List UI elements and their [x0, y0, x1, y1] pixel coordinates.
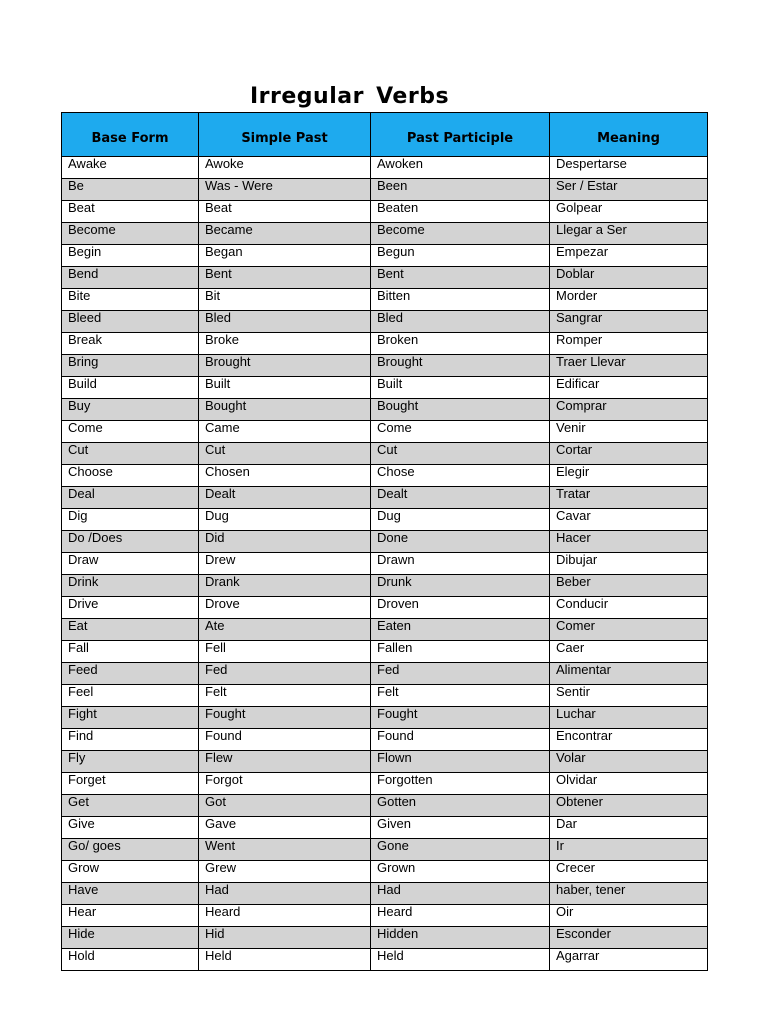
meaning-cell: Crecer	[550, 861, 708, 883]
meaning-cell: Conducir	[550, 597, 708, 619]
simple-past-cell: Dug	[199, 509, 371, 531]
base-form-cell: Choose	[62, 465, 199, 487]
past-participle-cell: Bled	[371, 311, 550, 333]
past-participle-cell: Dug	[371, 509, 550, 531]
meaning-cell: Encontrar	[550, 729, 708, 751]
past-participle-cell: Come	[371, 421, 550, 443]
past-participle-cell: Grown	[371, 861, 550, 883]
table-row	[62, 597, 708, 619]
table-row	[62, 179, 708, 201]
base-form-cell: Buy	[62, 399, 199, 421]
simple-past-cell: Ate	[199, 619, 371, 641]
meaning-cell: Golpear	[550, 201, 708, 223]
base-form-cell: Give	[62, 817, 199, 839]
table-row	[62, 333, 708, 355]
meaning-cell: Olvidar	[550, 773, 708, 795]
table-row	[62, 817, 708, 839]
simple-past-cell: Had	[199, 883, 371, 905]
base-form-cell: Hold	[62, 949, 199, 971]
table-row	[62, 795, 708, 817]
past-participle-cell: Forgotten	[371, 773, 550, 795]
table-row	[62, 839, 708, 861]
past-participle-cell: Gone	[371, 839, 550, 861]
table-row	[62, 355, 708, 377]
table-header	[62, 113, 708, 157]
base-form-cell: Get	[62, 795, 199, 817]
simple-past-cell: Was - Were	[199, 179, 371, 201]
base-form-cell: Fly	[62, 751, 199, 773]
meaning-cell: Traer Llevar	[550, 355, 708, 377]
meaning-cell: Edificar	[550, 377, 708, 399]
simple-past-cell: Grew	[199, 861, 371, 883]
table-row	[62, 267, 708, 289]
meaning-cell: Doblar	[550, 267, 708, 289]
header-base-form: Base Form	[62, 113, 199, 157]
simple-past-cell: Built	[199, 377, 371, 399]
base-form-cell: Come	[62, 421, 199, 443]
past-participle-cell: Cut	[371, 443, 550, 465]
table-row	[62, 289, 708, 311]
simple-past-cell: Drove	[199, 597, 371, 619]
meaning-cell: Dar	[550, 817, 708, 839]
meaning-cell: haber, tener	[550, 883, 708, 905]
table-row	[62, 685, 708, 707]
table-row	[62, 751, 708, 773]
simple-past-cell: Came	[199, 421, 371, 443]
base-form-cell: Begin	[62, 245, 199, 267]
past-participle-cell: Drunk	[371, 575, 550, 597]
meaning-cell: Sangrar	[550, 311, 708, 333]
simple-past-cell: Broke	[199, 333, 371, 355]
table-row	[62, 773, 708, 795]
simple-past-cell: Brought	[199, 355, 371, 377]
base-form-cell: Bring	[62, 355, 199, 377]
simple-past-cell: Bled	[199, 311, 371, 333]
meaning-cell: Volar	[550, 751, 708, 773]
past-participle-cell: Held	[371, 949, 550, 971]
past-participle-cell: Found	[371, 729, 550, 751]
base-form-cell: Beat	[62, 201, 199, 223]
base-form-cell: Do /Does	[62, 531, 199, 553]
simple-past-cell: Awoke	[199, 157, 371, 179]
past-participle-cell: Had	[371, 883, 550, 905]
past-participle-cell: Eaten	[371, 619, 550, 641]
base-form-cell: Draw	[62, 553, 199, 575]
meaning-cell: Cortar	[550, 443, 708, 465]
simple-past-cell: Fought	[199, 707, 371, 729]
table-row	[62, 443, 708, 465]
base-form-cell: Drive	[62, 597, 199, 619]
past-participle-cell: Flown	[371, 751, 550, 773]
table-row	[62, 509, 708, 531]
past-participle-cell: Heard	[371, 905, 550, 927]
simple-past-cell: Drew	[199, 553, 371, 575]
past-participle-cell: Hidden	[371, 927, 550, 949]
base-form-cell: Fall	[62, 641, 199, 663]
meaning-cell: Despertarse	[550, 157, 708, 179]
simple-past-cell: Hid	[199, 927, 371, 949]
simple-past-cell: Went	[199, 839, 371, 861]
meaning-cell: Romper	[550, 333, 708, 355]
table-row	[62, 707, 708, 729]
meaning-cell: Empezar	[550, 245, 708, 267]
past-participle-cell: Chose	[371, 465, 550, 487]
page-title: Irregular Verbs	[250, 84, 450, 109]
past-participle-cell: Fed	[371, 663, 550, 685]
past-participle-cell: Begun	[371, 245, 550, 267]
table-row	[62, 465, 708, 487]
table-row	[62, 531, 708, 553]
table-row	[62, 663, 708, 685]
table-row	[62, 201, 708, 223]
table-row	[62, 157, 708, 179]
past-participle-cell: Become	[371, 223, 550, 245]
table-row	[62, 487, 708, 509]
simple-past-cell: Bent	[199, 267, 371, 289]
simple-past-cell: Drank	[199, 575, 371, 597]
past-participle-cell: Built	[371, 377, 550, 399]
table-row	[62, 575, 708, 597]
base-form-cell: Build	[62, 377, 199, 399]
base-form-cell: Grow	[62, 861, 199, 883]
table-row	[62, 905, 708, 927]
base-form-cell: Hide	[62, 927, 199, 949]
simple-past-cell: Chosen	[199, 465, 371, 487]
meaning-cell: Esconder	[550, 927, 708, 949]
past-participle-cell: Drawn	[371, 553, 550, 575]
meaning-cell: Morder	[550, 289, 708, 311]
past-participle-cell: Fought	[371, 707, 550, 729]
base-form-cell: Find	[62, 729, 199, 751]
table-row	[62, 377, 708, 399]
table-row	[62, 619, 708, 641]
meaning-cell: Dibujar	[550, 553, 708, 575]
meaning-cell: Beber	[550, 575, 708, 597]
base-form-cell: Drink	[62, 575, 199, 597]
meaning-cell: Ir	[550, 839, 708, 861]
simple-past-cell: Began	[199, 245, 371, 267]
simple-past-cell: Dealt	[199, 487, 371, 509]
past-participle-cell: Droven	[371, 597, 550, 619]
simple-past-cell: Became	[199, 223, 371, 245]
table-row	[62, 949, 708, 971]
past-participle-cell: Bitten	[371, 289, 550, 311]
base-form-cell: Break	[62, 333, 199, 355]
simple-past-cell: Forgot	[199, 773, 371, 795]
past-participle-cell: Gotten	[371, 795, 550, 817]
meaning-cell: Alimentar	[550, 663, 708, 685]
past-participle-cell: Bent	[371, 267, 550, 289]
header-row	[62, 113, 708, 157]
base-form-cell: Dig	[62, 509, 199, 531]
simple-past-cell: Got	[199, 795, 371, 817]
irregular-verbs-table	[61, 112, 708, 971]
meaning-cell: Elegir	[550, 465, 708, 487]
header-simple-past: Simple Past	[199, 113, 371, 157]
simple-past-cell: Flew	[199, 751, 371, 773]
past-participle-cell: Given	[371, 817, 550, 839]
simple-past-cell: Fell	[199, 641, 371, 663]
past-participle-cell: Brought	[371, 355, 550, 377]
base-form-cell: Bleed	[62, 311, 199, 333]
past-participle-cell: Bought	[371, 399, 550, 421]
base-form-cell: Become	[62, 223, 199, 245]
meaning-cell: Obtener	[550, 795, 708, 817]
simple-past-cell: Gave	[199, 817, 371, 839]
base-form-cell: Bite	[62, 289, 199, 311]
past-participle-cell: Felt	[371, 685, 550, 707]
meaning-cell: Sentir	[550, 685, 708, 707]
past-participle-cell: Awoken	[371, 157, 550, 179]
table-row	[62, 421, 708, 443]
table-row	[62, 729, 708, 751]
base-form-cell: Awake	[62, 157, 199, 179]
past-participle-cell: Fallen	[371, 641, 550, 663]
base-form-cell: Bend	[62, 267, 199, 289]
header-meaning: Meaning	[550, 113, 708, 157]
past-participle-cell: Dealt	[371, 487, 550, 509]
table-row	[62, 311, 708, 333]
base-form-cell: Hear	[62, 905, 199, 927]
meaning-cell: Tratar	[550, 487, 708, 509]
table-row	[62, 883, 708, 905]
table-row	[62, 861, 708, 883]
table-row	[62, 927, 708, 949]
base-form-cell: Cut	[62, 443, 199, 465]
simple-past-cell: Did	[199, 531, 371, 553]
simple-past-cell: Cut	[199, 443, 371, 465]
base-form-cell: Have	[62, 883, 199, 905]
base-form-cell: Feel	[62, 685, 199, 707]
table-row	[62, 223, 708, 245]
simple-past-cell: Found	[199, 729, 371, 751]
meaning-cell: Comprar	[550, 399, 708, 421]
base-form-cell: Eat	[62, 619, 199, 641]
past-participle-cell: Broken	[371, 333, 550, 355]
table-row	[62, 641, 708, 663]
base-form-cell: Go/ goes	[62, 839, 199, 861]
simple-past-cell: Beat	[199, 201, 371, 223]
base-form-cell: Forget	[62, 773, 199, 795]
meaning-cell: Hacer	[550, 531, 708, 553]
meaning-cell: Luchar	[550, 707, 708, 729]
meaning-cell: Ser / Estar	[550, 179, 708, 201]
meaning-cell: Caer	[550, 641, 708, 663]
base-form-cell: Deal	[62, 487, 199, 509]
meaning-cell: Cavar	[550, 509, 708, 531]
meaning-cell: Oir	[550, 905, 708, 927]
past-participle-cell: Done	[371, 531, 550, 553]
simple-past-cell: Heard	[199, 905, 371, 927]
meaning-cell: Venir	[550, 421, 708, 443]
meaning-cell: Agarrar	[550, 949, 708, 971]
base-form-cell: Feed	[62, 663, 199, 685]
header-past-participle: Past Participle	[371, 113, 550, 157]
simple-past-cell: Held	[199, 949, 371, 971]
table-body	[62, 157, 708, 971]
table-row	[62, 399, 708, 421]
simple-past-cell: Bit	[199, 289, 371, 311]
meaning-cell: Comer	[550, 619, 708, 641]
simple-past-cell: Felt	[199, 685, 371, 707]
simple-past-cell: Bought	[199, 399, 371, 421]
simple-past-cell: Fed	[199, 663, 371, 685]
table-row	[62, 245, 708, 267]
base-form-cell: Fight	[62, 707, 199, 729]
past-participle-cell: Beaten	[371, 201, 550, 223]
table-row	[62, 553, 708, 575]
past-participle-cell: Been	[371, 179, 550, 201]
meaning-cell: Llegar a Ser	[550, 223, 708, 245]
base-form-cell: Be	[62, 179, 199, 201]
